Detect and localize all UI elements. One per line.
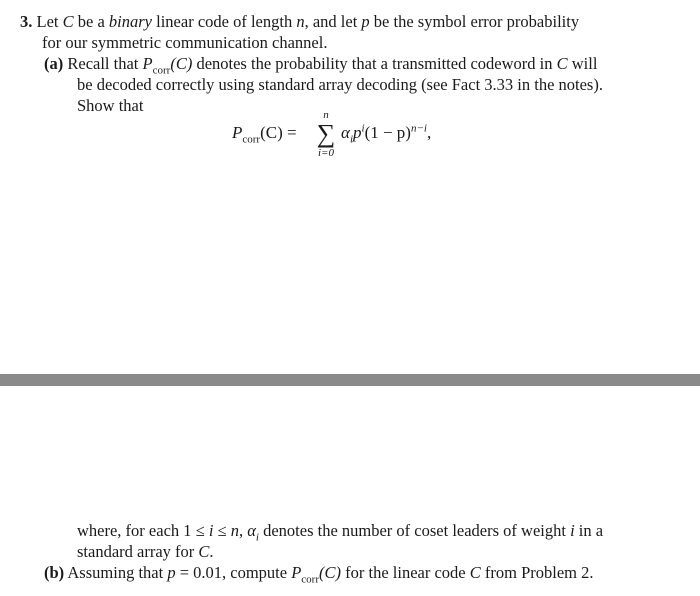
sigma-symbol: ∑ [316, 119, 336, 148]
cont-text: in a [574, 521, 604, 540]
continuation-line2 [77, 542, 214, 562]
formula-alpha: α [341, 123, 350, 142]
part-a-text: be decoded correctly using standard array decoding (see Fact 3.33 in the notes). [77, 75, 603, 94]
index-symbol: i [570, 521, 575, 540]
code-symbol: C [62, 12, 74, 31]
length-symbol: n [296, 12, 305, 31]
page-divider [0, 374, 700, 386]
part-b-text: from Problem 2. [480, 563, 594, 582]
formula-corr-sub: corr [242, 133, 261, 146]
part-b-text: Assuming that [67, 563, 168, 582]
intro-text: for our symmetric communication channel. [42, 33, 328, 52]
formula-alpha-sub: i [349, 133, 353, 146]
formula-lhs [232, 123, 297, 146]
sum-upper-limit: n [323, 109, 329, 121]
prob-symbol: p [361, 12, 370, 31]
intro-text: be a [73, 12, 109, 31]
formula-p2: p [353, 123, 362, 142]
part-a-line2 [77, 75, 603, 95]
part-a-text: Recall that [67, 54, 143, 73]
emphasis-binary: binary [108, 12, 153, 31]
part-b-text: = 0.01, compute [175, 563, 292, 582]
alpha-subscript: i [255, 531, 259, 544]
cont-text: denotes the number of coset leaders of weight [258, 521, 571, 540]
part-b-text: for the linear code [341, 563, 470, 582]
part-a-line1 [44, 54, 598, 77]
part-b-line [44, 563, 594, 586]
cont-text: . [209, 542, 214, 561]
problem-intro-line1 [20, 12, 579, 32]
corr-subscript: corr [152, 64, 171, 77]
intro-text: Let [36, 12, 63, 31]
p-corr-symbol: P [142, 54, 153, 73]
index-symbol: i [208, 521, 214, 540]
summation [312, 109, 340, 159]
problem-number: 3. [20, 12, 33, 31]
part-b-label: (b) [44, 563, 65, 582]
formula-rhs [341, 122, 432, 146]
part-a-text: denotes the probability that a transmitted codeword in [192, 54, 557, 73]
part-a-label: (a) [44, 54, 64, 73]
formula-mid: (1 − p) [364, 123, 411, 142]
prob-symbol: p [167, 563, 176, 582]
alpha-symbol: α [247, 521, 256, 540]
formula-p-sup: i [361, 122, 365, 135]
intro-text: be the symbol error probability [369, 12, 580, 31]
formula-exp: n−i [410, 122, 427, 135]
intro-text: linear code of length [152, 12, 297, 31]
part-a-text: will [567, 54, 598, 73]
continuation-line1 [77, 521, 604, 544]
length-symbol: n [230, 521, 239, 540]
cont-text: , [238, 521, 248, 540]
formula-comma: , [426, 123, 432, 142]
cont-text: standard array for [77, 542, 199, 561]
formula-p: P [232, 123, 243, 142]
part-a-line3 [77, 96, 143, 116]
part-a-text: Show that [77, 96, 144, 115]
sum-lower-limit: i=0 [318, 147, 334, 159]
problem-intro-line2 [42, 33, 327, 53]
p-corr-symbol: P [291, 563, 302, 582]
formula-lhs-rest: (C) = [260, 123, 297, 142]
cont-text: ≤ [213, 521, 231, 540]
c-paren: (C) [319, 563, 341, 582]
cont-text: where, for each 1 ≤ [77, 521, 209, 540]
intro-text: , and let [304, 12, 362, 31]
code-symbol: C [198, 542, 210, 561]
code-symbol: C [469, 563, 481, 582]
corr-subscript: corr [301, 573, 319, 586]
c-paren: (C) [170, 54, 193, 73]
code-symbol: C [556, 54, 568, 73]
